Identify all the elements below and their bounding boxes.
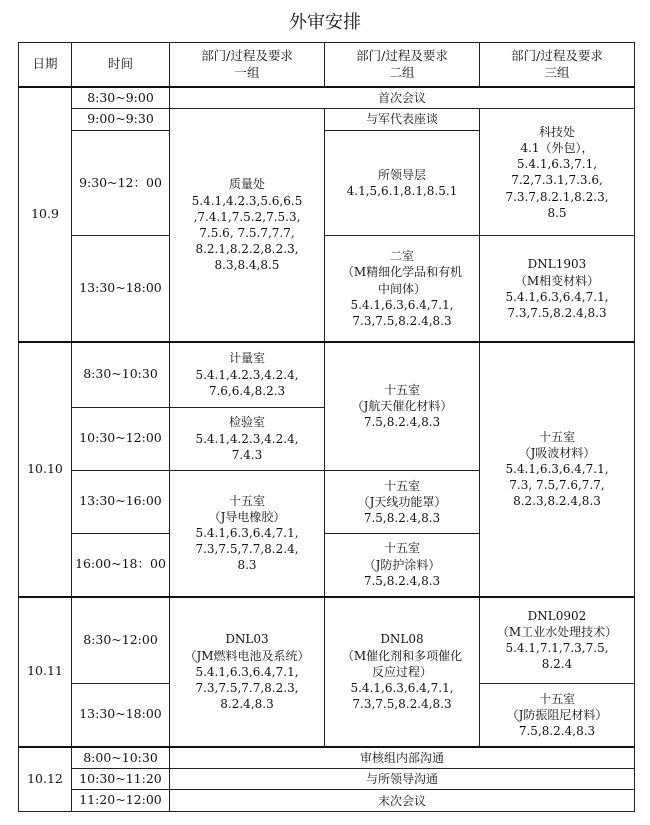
cell-line: 反应过程） bbox=[371, 664, 432, 679]
group3-dnl0902-cell bbox=[480, 597, 635, 684]
group2-military-cell: 与军代表座谈 bbox=[325, 109, 480, 130]
cell-line: 7.3,7.5,7.7,8.2.3, bbox=[195, 680, 299, 695]
group2-dnl08-cell bbox=[325, 597, 480, 748]
group2-room15-coating-cell bbox=[325, 533, 480, 596]
cell-line: 5.4.1,6.3,6.4,7.1, bbox=[350, 297, 454, 312]
cell-line: DNL08 bbox=[380, 632, 424, 647]
time-cell: 10:30~12:00 bbox=[72, 407, 170, 470]
cell-line: 8.2.4 bbox=[541, 657, 573, 672]
cell-line: （J导电橡胶） bbox=[208, 509, 286, 524]
time-cell: 10:30~11:20 bbox=[72, 769, 170, 790]
date-cell: 10.12 bbox=[19, 747, 72, 811]
header-group2 bbox=[325, 43, 480, 88]
opening-meeting-cell: 首次会议 bbox=[170, 87, 635, 108]
cell-line: 5.4.1,4.2.3,4.2.4, bbox=[195, 367, 299, 382]
header-date: 日期 bbox=[19, 43, 72, 88]
header-group-name: 三组 bbox=[544, 64, 570, 80]
time-cell: 16:00~18：00 bbox=[72, 533, 170, 596]
table-row bbox=[19, 769, 635, 790]
cell-line: （J防护涂料） bbox=[363, 557, 441, 572]
cell-line: 5.4.1,4.2.3,5.6,6.5 bbox=[191, 193, 303, 208]
date-cell: 10.10 bbox=[19, 342, 72, 597]
group1-metrology-cell bbox=[170, 342, 325, 407]
cell-line: 8.3,8.4,8.5 bbox=[214, 258, 280, 273]
cell-line: 8.3 bbox=[237, 558, 257, 573]
table-row bbox=[19, 597, 635, 684]
cell-line: 7.3.7,8.2.1,8.2.3, bbox=[505, 189, 609, 204]
table-row bbox=[19, 109, 635, 130]
cell-line: 十五室 bbox=[538, 429, 575, 444]
cell-line: 7.5.6, 7.5.7,7.7, bbox=[199, 226, 295, 241]
group3-room15-absorb-cell bbox=[480, 342, 635, 597]
group2-room15-catalyst-cell bbox=[325, 342, 480, 470]
cell-line: 十五室 bbox=[383, 383, 420, 398]
cell-line: 7.5,8.2.4,8.3 bbox=[363, 573, 441, 588]
time-cell: 13:30~16:00 bbox=[72, 470, 170, 533]
cell-line: 检验室 bbox=[228, 415, 265, 430]
cell-line: DNL1903 bbox=[527, 257, 587, 272]
cell-line: 8.2.4,8.3 bbox=[220, 697, 274, 712]
time-cell: 8:30~12:00 bbox=[72, 597, 170, 684]
cell-line: 8.2.3,8.2.4,8.3 bbox=[513, 494, 601, 509]
cell-line: 5.4.1,6.3,6.4,7.1, bbox=[195, 664, 299, 679]
cell-line: 4.1,5,6.1,8.1,8.5.1 bbox=[346, 184, 458, 199]
cell-line: 7.5,8.2.4,8.3 bbox=[518, 723, 596, 738]
group1-dnl03-cell bbox=[170, 597, 325, 748]
cell-line: 十五室 bbox=[538, 691, 575, 706]
cell-line: （JM燃料电池及系统） bbox=[184, 648, 310, 663]
group3-dnl1903-cell bbox=[480, 236, 635, 342]
time-cell: 9:30~12：00 bbox=[72, 130, 170, 236]
time-cell: 11:20~12:00 bbox=[72, 790, 170, 812]
table-row bbox=[19, 87, 635, 108]
header-row bbox=[19, 43, 635, 88]
cell-line: 中间体） bbox=[377, 281, 426, 296]
closing-meeting-cell: 末次会议 bbox=[170, 790, 635, 812]
cell-line: 8.5 bbox=[547, 205, 567, 220]
cell-line: （J防振阻尼材料） bbox=[506, 707, 608, 722]
leaders-communication-cell: 与所领导沟通 bbox=[170, 769, 635, 790]
group3-tech-cell bbox=[480, 109, 635, 236]
group2-room2-cell bbox=[325, 236, 480, 342]
table-row bbox=[19, 747, 635, 768]
time-cell: 8:30~10:30 bbox=[72, 342, 170, 407]
cell-line: 质量处 bbox=[228, 177, 265, 192]
cell-line: 4.1（外包）， bbox=[520, 140, 594, 155]
cell-line: （M精细化学品和有机 bbox=[341, 265, 463, 280]
time-cell: 13:30~18:00 bbox=[72, 683, 170, 747]
date-cell: 10.9 bbox=[19, 87, 72, 342]
group2-leaders-cell bbox=[325, 130, 480, 236]
cell-line: 二室 bbox=[389, 249, 414, 264]
cell-line: 十五室 bbox=[228, 493, 265, 508]
cell-line: 7.3,7.5,8.2.4,8.3 bbox=[352, 697, 452, 712]
header-group-name: 一组 bbox=[234, 64, 260, 80]
cell-line: 8.2.1,8.2.2,8.2.3, bbox=[195, 242, 299, 257]
header-label: 部门/过程及要求 bbox=[201, 47, 293, 63]
cell-line: （M相变材料） bbox=[514, 273, 600, 288]
date-cell: 10.11 bbox=[19, 597, 72, 748]
internal-communication-cell: 审核组内部沟通 bbox=[170, 747, 635, 768]
cell-line: 7.5,8.2.4,8.3 bbox=[363, 510, 441, 525]
cell-line: 十五室 bbox=[383, 478, 420, 493]
cell-line: 5.4.1,6.3,6.4,7.1, bbox=[350, 680, 454, 695]
cell-line: 7.3, 7.5,7.6,7.7, bbox=[509, 478, 605, 493]
header-label: 部门/过程及要求 bbox=[356, 47, 448, 63]
cell-line: DNL0902 bbox=[527, 608, 587, 623]
cell-line: 7.5,8.2.4,8.3 bbox=[363, 415, 441, 430]
group1-quality-cell bbox=[170, 109, 325, 342]
cell-line: （M工业水处理技术） bbox=[496, 624, 618, 639]
table-row bbox=[19, 236, 635, 342]
cell-line: 科技处 bbox=[538, 124, 575, 139]
cell-line: 5.4.1,7.1,7.3,7.5, bbox=[505, 641, 609, 656]
cell-line: 7.3,7.5,8.2.4,8.3 bbox=[352, 313, 452, 328]
cell-line: 7.6,6.4,8.2.3 bbox=[208, 383, 286, 398]
cell-line: （J航天催化材料） bbox=[351, 399, 453, 414]
header-time: 时间 bbox=[72, 43, 170, 88]
cell-line: 计量室 bbox=[228, 351, 265, 366]
group1-inspection-cell bbox=[170, 407, 325, 470]
group1-room15-rubber-cell bbox=[170, 470, 325, 596]
table-row bbox=[19, 790, 635, 812]
cell-line: 5.4.1,6.3,6.4,7.1, bbox=[505, 462, 609, 477]
cell-line: （M催化剂和多项催化 bbox=[341, 648, 463, 663]
cell-line: 5.4.1,6.3,6.4,7.1, bbox=[505, 289, 609, 304]
cell-line: 7.2,7.3.1,7.3.6, bbox=[511, 173, 603, 188]
header-group-name: 二组 bbox=[389, 64, 415, 80]
page-title: 外审安排 bbox=[289, 12, 361, 33]
cell-line: 7.3,7.5,7.7,8.2.4, bbox=[195, 542, 299, 557]
time-cell: 9:00~9:30 bbox=[72, 109, 170, 130]
audit-schedule-table bbox=[18, 42, 635, 812]
cell-line: 7.3,7.5,8.2.4,8.3 bbox=[507, 305, 607, 320]
header-group1 bbox=[170, 43, 325, 88]
time-cell: 8:00~10:30 bbox=[72, 747, 170, 768]
cell-line: （J吸波材料） bbox=[518, 445, 596, 460]
group2-room15-radome-cell bbox=[325, 470, 480, 533]
time-cell: 8:30~9:00 bbox=[72, 87, 170, 108]
cell-line: 5.4.1,4.2.3,4.2.4, bbox=[195, 431, 299, 446]
time-cell: 13:30~18:00 bbox=[72, 236, 170, 342]
cell-line: 十五室 bbox=[383, 541, 420, 556]
table-row bbox=[19, 342, 635, 407]
cell-line: ,7.4.1,7.5.2,7.5.3, bbox=[193, 209, 301, 224]
group3-room15-damping-cell bbox=[480, 683, 635, 747]
cell-line: 5.4.1,6.3,7.1, bbox=[516, 157, 598, 172]
cell-line: DNL03 bbox=[225, 632, 269, 647]
cell-line: 所领导层 bbox=[377, 167, 426, 182]
header-label: 部门/过程及要求 bbox=[511, 47, 603, 63]
cell-line: 5.4.1,6.3,6.4,7.1, bbox=[195, 526, 299, 541]
cell-line: （J天线功能罩） bbox=[357, 494, 447, 509]
header-group3 bbox=[480, 43, 635, 88]
cell-line: 7.4.3 bbox=[231, 447, 263, 462]
